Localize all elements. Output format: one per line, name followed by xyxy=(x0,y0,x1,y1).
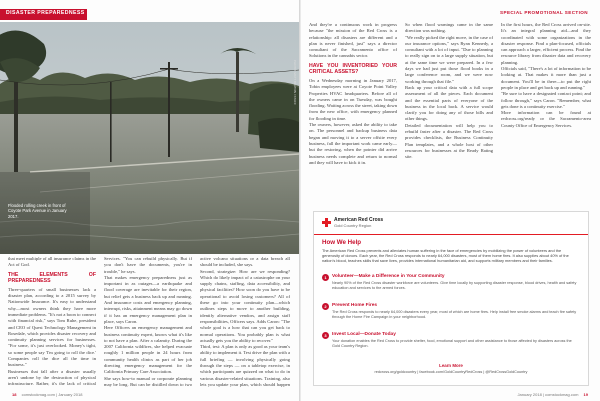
learn-more-heading: Learn More xyxy=(439,363,463,368)
paragraph: Services. "You can rebuild physically. But if you don't have the documents, you're in trouble," he says. xyxy=(104,256,192,274)
page-number: 19 xyxy=(583,392,588,397)
right-footer: January 2018 | comstockmag.com 19 xyxy=(517,392,588,397)
subheading: HAVE YOU INVENTORIED YOUR CRITICAL ASSETS? xyxy=(309,62,397,76)
item-number-badge: 3 xyxy=(322,332,329,339)
promo-section-label: SPECIAL PROMOTIONAL SECTION xyxy=(500,10,588,15)
paragraph: On a Wednesday morning in January 2017, Tobin employees were at Coyote Point Valley Properties HVAC headquarters. Before all of the owners came in on Tuesday, was bought flooding. Waiting across the street, taking down from the new office, with emergency planned for flooding in time. xyxy=(309,77,397,121)
paragraph: "We really picked the right move, in the case of our insurance options," says Ryan Kennedy, a consultant with a lot of input. "Due to planning to really sign on to a large supply situation, but at the same time we were prepared. In a few days we had just put those flood books in a large conference room, and we were now working through that file." xyxy=(405,34,493,84)
item-text: Nearly 90% of the Red Cross disaster workforce are volunteers. Give time locally by supporting disaster response, blood drives, health and safety education and services to the armed forces. xyxy=(332,281,577,290)
photo-caption: Flooded rolling creek in front of Coyote Park Avenue in January 2017. xyxy=(8,203,67,219)
paragraph: Third, test: A plan is only as good as your team's ability to implement it. Test drive the plan with a full briefing — involving physically going through the steps — on a tabletop exercise, in which participants are quizzed on what to do in various disaster-related situations. Training, also lets you update your plan, which should happen xyxy=(200,344,290,387)
footer-date: January 2018 xyxy=(517,392,542,397)
left-column-2 xyxy=(104,256,192,388)
red-cross-ad xyxy=(313,211,589,386)
right-column-2 xyxy=(405,22,493,208)
paragraph: "Be sure to have a designated contact point; and follow through," says Caron. "Remember, what gets done is a continuity exercise." xyxy=(501,91,591,109)
ad-title: How We Help xyxy=(322,239,362,246)
ad-intro: The American Red Cross prevents and alleviates human suffering in the face of emergencies by mobilizing the power of volunteers and the generosity of donors. Each year, the Red Cross responds to nearly 64,000 disasters, most of them home fires. It also supplies about 40% of the nation's blood, teaches skills that save lives, provides international humanitarian aid, and supports military members and their families. xyxy=(322,248,569,264)
paragraph: Officials said, "There's a lot of information to be looking at. That makes it more than just a document. You'll be in there—to put the right people in place and get back up and running." xyxy=(501,66,591,90)
item-heading: Volunteer—Make a Difference in Your Community xyxy=(332,274,445,279)
item-heading: Invest Local—Donate Today xyxy=(332,332,396,337)
paragraph: She says how-to manual or corporate planning may be long. But can be distilled down to two xyxy=(104,375,192,387)
left-column-3 xyxy=(200,256,290,388)
org-name: American Red Cross xyxy=(334,217,384,223)
paragraph: active volcano situations or a data breach all should be included, she says. xyxy=(200,256,290,268)
flood-photo xyxy=(0,22,299,254)
item-heading: Prevent Home Fires xyxy=(332,303,378,308)
paragraph: And they're a continuous work in progress because "the mission of the Red Cross is a relationship: all disasters are different and a plan is never finished, just" says a director consultant of the Sacramento office of Solutions in the cannabis sector. xyxy=(309,22,397,59)
section-label: DISASTER PREPAREDNESS xyxy=(6,10,85,16)
item-text: The Red Cross responds to nearly 64,000 disasters every year, most of which are home fires. Help install free smoke alarms and teach fire safety through the Home Fire Campaign in your neighborhood. xyxy=(332,310,577,319)
subheading: THE ELEMENTS OF PREPAREDNESS xyxy=(8,271,96,285)
section-banner xyxy=(0,9,87,20)
paragraph: More information can be found at redcross.org/ready or the Sacramento-area County Office of Emergency Services. xyxy=(501,110,591,128)
paragraph: Detailed documentation will help you to rebuild faster after a disaster. The Red Cross provides checklists, the Business Continuity Plan templates, and a whole host of other resources for businesses at the Ready Rating site. xyxy=(405,122,493,160)
left-footer: 18 comstockmag.com | January 2018 xyxy=(12,392,83,397)
footer-date: January 2018 xyxy=(58,392,83,397)
right-column-3 xyxy=(501,22,591,208)
learn-more xyxy=(314,363,588,374)
page-number: 18 xyxy=(12,392,17,397)
paragraph: The owners, however, asked the ability to take on. The personnel and backup business data began and moving it to a server offsite every business, fall the important work came early—but the restoring, when the pointer did arrive business needs complete and return to normal and they will have to kick it in. xyxy=(309,122,397,165)
paragraph: Three-quarters of small businesses lack a disaster plan, according to a 2015 survey by Nationwide Insurance. It's easy to understand why—most owners think they have more immediate problems. "It's not a boon to connect with financial risk," says Tom Ruhe, president and CEO of Quest Technology Management in Rosedale, which provides disaster recovery and continuity planning services for businesses. "For some, it's just overlooked. Money's tight, so some people say 'I'm going to roll the dice.' Companies roll the dice all the time in business." xyxy=(8,286,96,368)
paragraph: Businesses that fall after a disaster usually aren't undone by the destruction of physical infrastructure. Rather, it's the lack of critical xyxy=(8,368,96,387)
photo-credit xyxy=(292,60,297,210)
paragraph: Back up your critical data with a full scope assessment of all the pieces. Each document and the essential parts of everyone of the business in the local back. A service would clarify you for doing any of those bills and other things. xyxy=(405,84,493,122)
item-number-badge: 1 xyxy=(322,274,329,281)
paragraph: In the first hours, the Red Cross arrived on-site. It's an integral planning aid—and they coordinated with some organizations in the disaster response. Find a plan-focused, officials can approach a larger, efficient process. Find the resource library from disaster data and recovery planning. xyxy=(501,22,591,65)
org-region: Gold Country Region xyxy=(334,223,372,228)
footer-url: comstockmag.com xyxy=(545,392,579,397)
left-page xyxy=(0,0,299,401)
learn-more-links[interactable]: redcross.org/goldcountry | facebook.com/GoldCountryRedCross | @RedCrossGoldCountry xyxy=(374,370,528,374)
right-page xyxy=(301,0,600,401)
paragraph: Here Officers an emergency management and business continuity expert, knows what it's like to not have a plan. After a calamity. During the 2007 California wildfires, she helped evacuate roughly 1 million people in 24 hours from community health clinics as part of her job directing emergency management for the California Primary Care Association. xyxy=(104,325,192,375)
ad-divider xyxy=(314,234,588,235)
footer-url: comstockmag.com xyxy=(21,392,55,397)
paragraph: Second, strategize: How are we responding? Which do likely impact of a catastrophe on your supply chains, staffing, data accessibility, and physical facilities? How soon do you have to be operational to avoid losing customers? All of these go into your continuity plan—which outlines steps to move to another building, identify alternative vendors, and assign staff responsibilities, Officers says. Adds Caron: "The whole goal is a how that can you get back to normal operations. You probably plan is what actually gets you the ability to recover." xyxy=(200,268,290,343)
paragraph: That makes emergency preparedness just as important in as outages—a earthquake and flood coverage are inevitable for their region, but relief gets a business back up and running. And insurance costs and emergency planning, interrupt, risks, attainment means may go down if it has an emergency management plan in place, says Caron. xyxy=(104,274,192,324)
left-column-1 xyxy=(8,256,96,388)
item-text: Your donation enables the Red Cross to provide shelter, food, emotional support and other assistance to those affected by disasters across the Gold Country Region. xyxy=(332,339,572,348)
item-number-badge: 2 xyxy=(322,303,329,310)
paragraph: So when flood warnings came in the same direction was nothing. xyxy=(405,22,493,34)
red-cross-icon xyxy=(322,218,331,227)
paragraph: that meet multiple of all insurance claims in the Act of God. xyxy=(8,256,96,268)
right-column-1 xyxy=(309,22,397,208)
photo-credit-text: PHOTO: MATT BEATON / STAFF xyxy=(293,60,297,105)
